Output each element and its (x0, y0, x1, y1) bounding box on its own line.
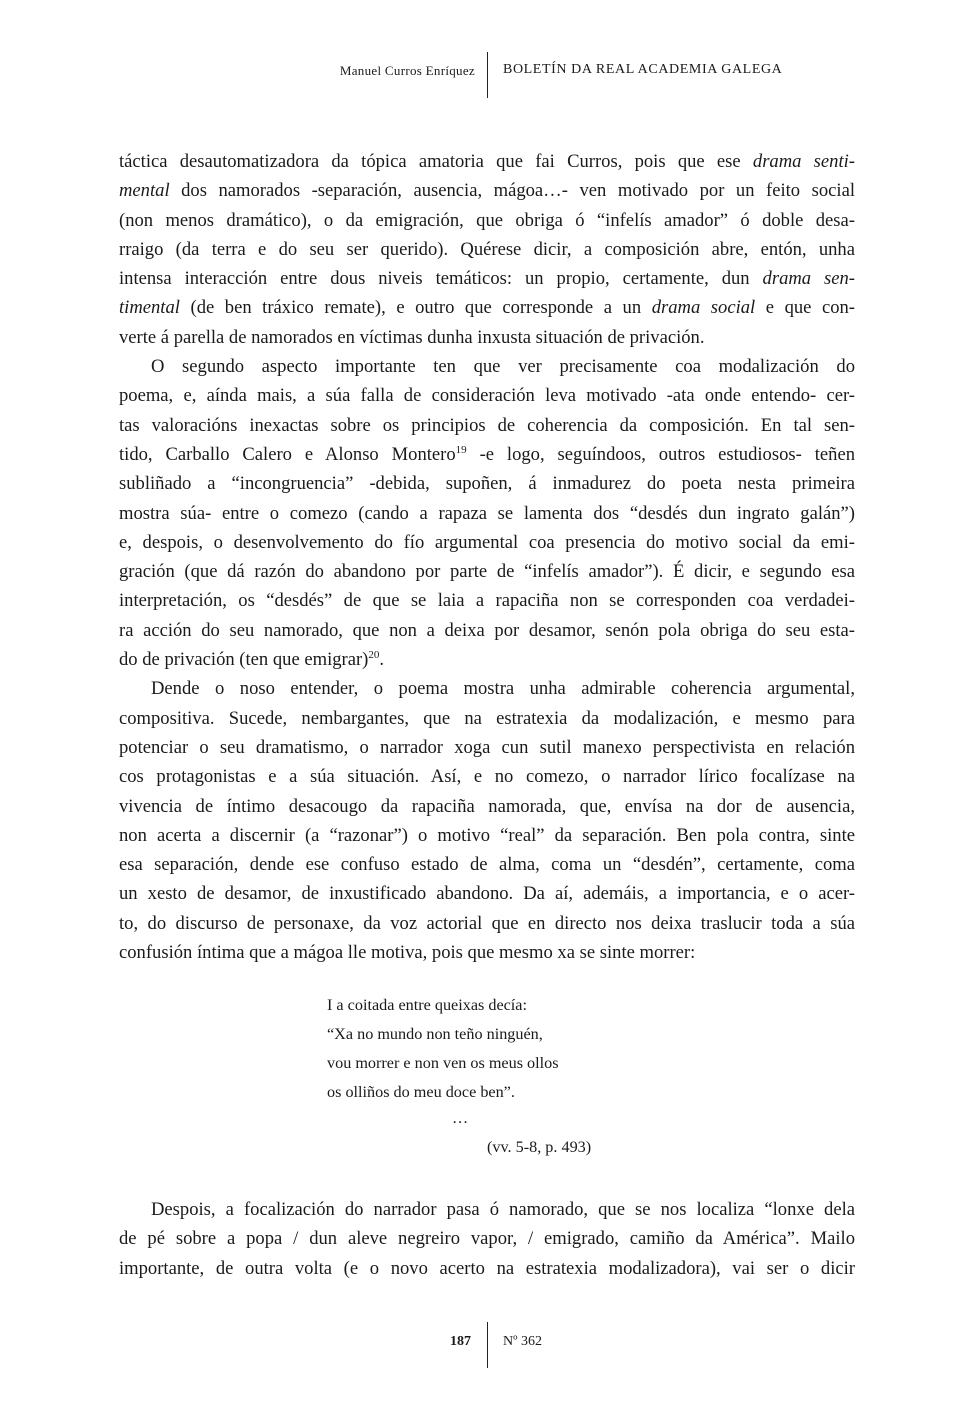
body-text-continued (119, 1195, 855, 1283)
p2-line: O segundo aspecto importante ten que ver precisamente coa modalización do (151, 356, 855, 378)
p2-line: mostra súa- entre o comezo (cando a rapaza se lamenta dos “desdés dun ingrato galán”) (119, 502, 855, 524)
text-run: -e logo, seguíndoos, outros estudiosos- teñen (466, 443, 855, 465)
p1-line (119, 293, 855, 322)
p1-line (119, 147, 855, 176)
verse-ellipsis: … (452, 1109, 471, 1127)
p2-line: gración (que dá razón do abandono por parte de “infelís amador”). É dicir, e segundo esa (119, 561, 855, 583)
header-divider (487, 52, 488, 98)
p1-line: (non menos dramático), o da emigración, que obriga ó “infelís amador” ó doble desa- (119, 209, 855, 231)
p2-line: interpretación, os “desdés” de que se laia a rapaciña non se corresponden coa verdadei- (119, 590, 855, 612)
text-run: e que con- (755, 297, 855, 319)
p2-line: e, despois, o desenvolvemento do fío argumental coa presencia do motivo social da emi- (119, 531, 855, 553)
p1-line: rraigo (da terra e do seu ser querido). Quérese dicir, a composición abre, entón, unha (119, 238, 855, 260)
p3-line: un xesto de desamor, de inxustificado abandono. Da aí, ademáis, a importancia, e o acer- (119, 883, 855, 905)
p2-line: tas valoracións inexactas sobre os principios de coherencia da composición. En tal sen- (119, 414, 855, 436)
text-run: tido, Carballo Calero e Alonso Montero (119, 443, 456, 465)
p2-line: poema, e, aínda mais, a súa falla de consideración leva motivado -ata onde entendo- cer- (119, 385, 855, 407)
p4-line: importante, de outra volta (e o novo acerto na estratexia modalizadora), vai ser o dicir (119, 1257, 855, 1279)
verse-line: os olliños do meu doce ben”. (327, 1083, 515, 1101)
italic-run: drama senti- (752, 151, 855, 172)
running-header-author: Manuel Curros Enríquez (339, 63, 475, 78)
p3-line: esa separación, dende ese confuso estado de alma, coma un “desdén”, certamente, coma (119, 854, 855, 876)
p1-line (119, 264, 855, 293)
p3-line: cos protagonistas e a súa situación. Así, e no comezo, o narrador lírico focalízase na (119, 766, 855, 788)
p2-line: ra acción do seu namorado, que non a deixa por desamor, senón pola obriga do seu esta- (119, 619, 855, 641)
verse-citation: (vv. 5-8, p. 493) (487, 1138, 592, 1156)
text-run: . (379, 649, 385, 671)
p3-line: vivencia de íntimo desacougo da rapaciña namorada, que, envísa na dor de ausencia, (119, 795, 855, 817)
p2-line (119, 645, 855, 674)
running-header-journal: BOLETÍN DA REAL ACADEMIA GALEGA (503, 62, 783, 77)
body-text (119, 147, 855, 967)
p3-line: to, do discurso de personaxe, da voz actorial que en directo nos deixa traslucir toda a súa (119, 912, 855, 934)
page-number: 187 (450, 1334, 471, 1349)
text-run: do de privación (ten que emigrar) (119, 649, 369, 671)
p3-line: compositiva. Sucede, nembargantes, que na estratexia da modalización, e mesmo para (119, 707, 855, 729)
p3-line: non acerta a discernir (a “razonar”) o motivo “real” da separación. Ben pola contra, sinte (119, 824, 855, 846)
p3-line: Dende o noso entender, o poema mostra unha admirable coherencia argumental, (151, 678, 855, 700)
text-run: intensa interacción entre dous niveis temáticos: un propio, certamente, dun (119, 268, 763, 290)
italic-run: timental (119, 297, 180, 319)
italic-run: drama sen- (762, 268, 855, 290)
issue-number: Nº 362 (503, 1334, 542, 1349)
p1-line: verte á parella de namorados en víctimas dunha inxusta situación de privación. (119, 326, 705, 348)
p2-line (119, 440, 855, 469)
p3-line: potenciar o seu dramatismo, o narrador xoga cun sutil manexo perspectivista en relación (119, 736, 855, 758)
p1-line (119, 176, 855, 205)
text-run: dos namorados -separación, ausencia, mágoa…- ven motivado por un feito social (169, 180, 855, 202)
italic-run: mental (119, 180, 170, 202)
text-run: táctica desautomatizadora da tópica amatoria que fai Curros, pois que ese (119, 151, 753, 172)
text-run: (de ben tráxico remate), e outro que corresponde a un (179, 297, 652, 319)
verse-line: I a coitada entre queixas decía: (327, 996, 527, 1014)
footnote-ref-20[interactable]: 20 (368, 649, 380, 662)
verse-line: “Xa no mundo non teño ninguén, (327, 1025, 543, 1043)
p3-line: confusión íntima que a mágoa lle motiva, pois que mesmo xa se sinte morrer: (119, 942, 696, 964)
footer-divider (487, 1322, 488, 1368)
p4-line: de pé sobre a popa / dun aleve negreiro vapor, / emigrado, camiño da América”. Mailo (119, 1228, 855, 1250)
footnote-ref-19[interactable]: 19 (455, 443, 467, 456)
verse-line: vou morrer e non ven os meus ollos (327, 1054, 559, 1072)
p2-line: subliñado a “incongruencia” -debida, supoñen, á inmadurez do poeta nesta primeira (119, 473, 855, 495)
p4-line: Despois, a focalización do narrador pasa ó namorado, que se nos localiza “lonxe dela (151, 1199, 855, 1220)
verse-quotation (327, 991, 647, 1165)
italic-run: drama social (651, 297, 756, 319)
